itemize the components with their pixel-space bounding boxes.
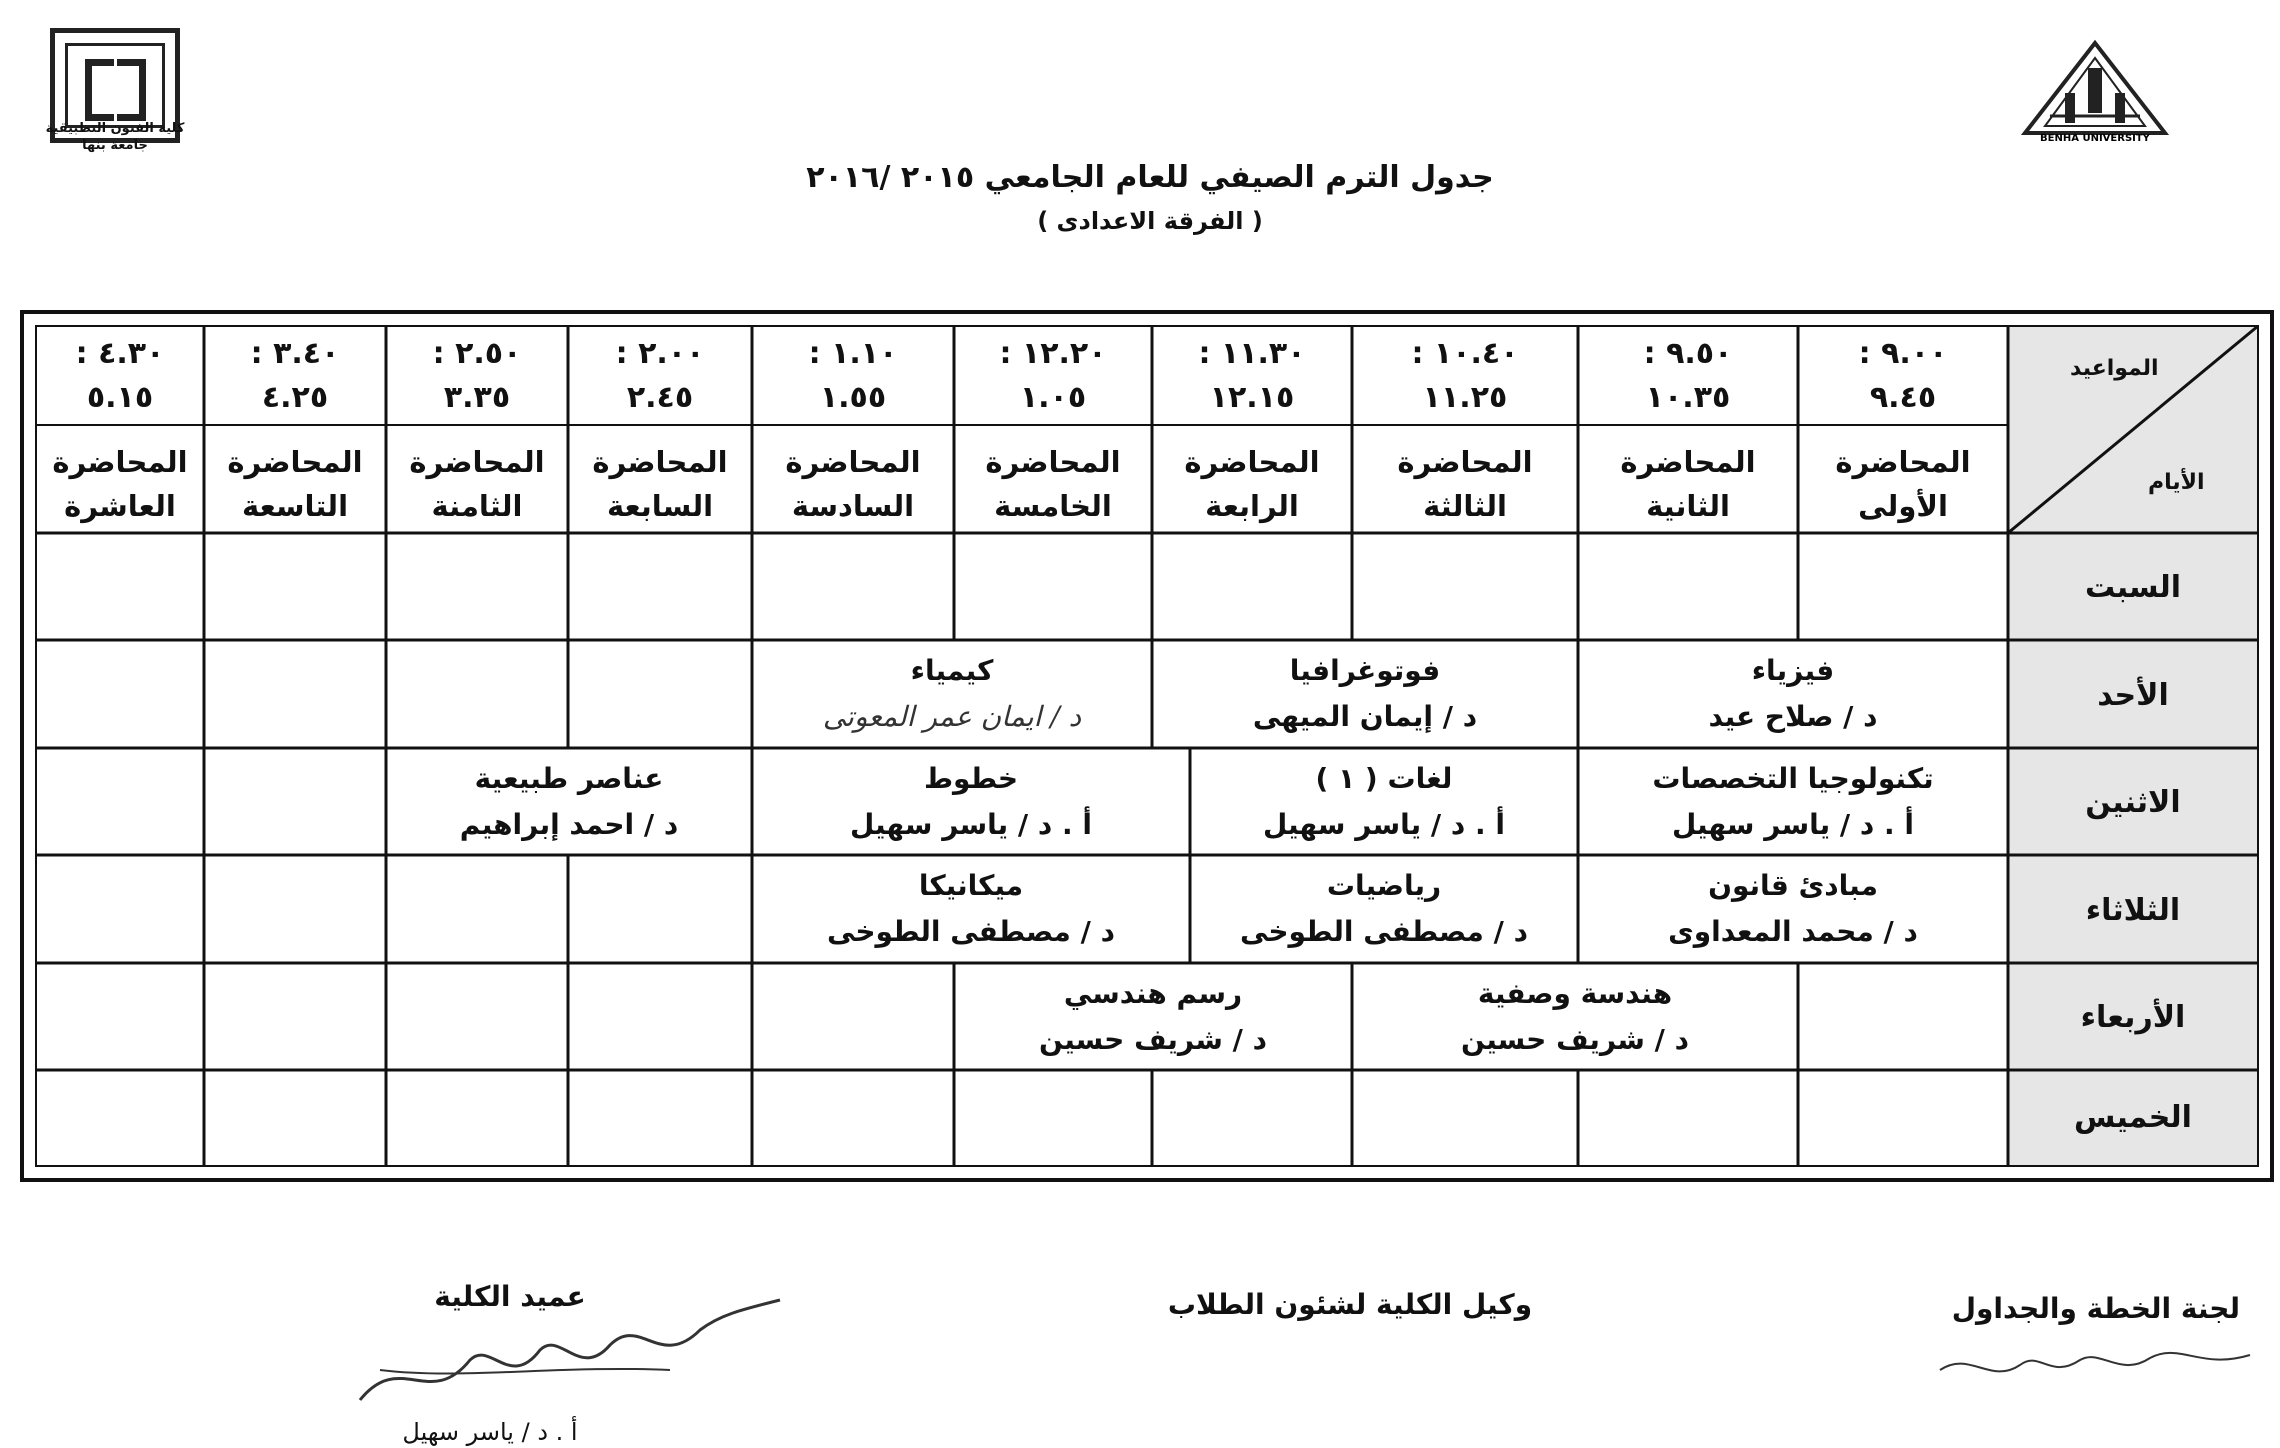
- entry-teacher: أ . د / ياسر سهيل: [1263, 808, 1505, 841]
- slot-ordinal: الثانية: [1646, 489, 1730, 523]
- entry-teacher: د / شريف حسين: [1039, 1023, 1267, 1056]
- committee-signature: [1930, 1330, 2260, 1400]
- slot-time-end: ١٢.١٥: [1209, 380, 1295, 415]
- slot-time-end: ٥.١٥: [86, 380, 154, 415]
- slot-label: المحاضرة: [1184, 445, 1320, 479]
- slot-time-end: ٤.٢٥: [261, 380, 329, 415]
- slot-time-end: ٩.٤٥: [1869, 380, 1937, 415]
- dean-name: أ . د / ياسر سهيل: [402, 1418, 578, 1446]
- slot-time-start: ٢.٠٠ :: [615, 336, 705, 371]
- page-subtitle: ( الفرقة الاعدادى ): [1037, 207, 1263, 235]
- entry-subject: رسم هندسي: [1063, 977, 1243, 1010]
- slot-label: المحاضرة: [1397, 445, 1533, 479]
- entry-tue-mathematics: [1190, 863, 1578, 955]
- entry-teacher: أ . د / ياسر سهيل: [850, 808, 1092, 841]
- day-tuesday: الثلاثاء: [2085, 893, 2181, 928]
- university-name: جامعة بنها: [82, 138, 148, 153]
- entry-subject: عناصر طبيعية: [474, 762, 664, 795]
- entry-sun-physics: [1578, 648, 2008, 740]
- entry-teacher: د / شريف حسين: [1461, 1023, 1689, 1056]
- slot-ordinal: الثامنة: [431, 489, 523, 523]
- slot-time-end: ١٠.٣٥: [1645, 380, 1731, 415]
- slot-ordinal: الثالثة: [1423, 489, 1507, 523]
- slot-ordinal: السادسة: [791, 489, 915, 523]
- day-sunday: الأحد: [2097, 678, 2169, 713]
- entry-tue-mechanics: [752, 863, 1190, 955]
- day-saturday: السبت: [2084, 570, 2182, 605]
- entry-subject: فوتوغرافيا: [1289, 654, 1441, 687]
- slot-time-start: ٤.٣٠ :: [75, 336, 165, 371]
- entry-subject: مبادئ قانون: [1708, 869, 1878, 902]
- slot-time-start: ٩.٠٠ :: [1858, 336, 1948, 371]
- slot-time-start: ١١.٣٠ :: [1198, 336, 1306, 371]
- entry-mon-calligraphy: [752, 756, 1190, 848]
- slot-time-end: ١١.٢٥: [1422, 380, 1508, 415]
- slot-time-end: ٢.٤٥: [626, 380, 694, 415]
- entry-mon-specializations-technology: [1578, 756, 2008, 848]
- entry-subject: فيزياء: [1751, 654, 1835, 687]
- entry-subject: رياضيات: [1326, 869, 1442, 902]
- slot-ordinal: التاسعة: [241, 489, 349, 523]
- signature-committee: لجنة الخطة والجداول: [1951, 1292, 2240, 1325]
- slot-ordinal: الخامسة: [994, 489, 1112, 523]
- corner-label-days: الأيام: [2148, 470, 2205, 495]
- entry-teacher: د / إيمان الميهى: [1252, 700, 1478, 733]
- entry-teacher: د / احمد إبراهيم: [459, 808, 679, 841]
- entry-teacher: د / محمد المعداوى: [1668, 915, 1918, 948]
- slot-time-start: ٢.٥٠ :: [432, 336, 522, 371]
- day-monday: الاثنين: [2085, 785, 2181, 820]
- slot-time-start: ٣.٤٠ :: [250, 336, 340, 371]
- entry-teacher: د / مصطفى الطوخى: [1240, 915, 1528, 948]
- entry-subject: ميكانيكا: [918, 869, 1024, 902]
- faculty-name: كلية الفنون التطبيقية: [45, 121, 185, 136]
- entry-sun-photography: [1152, 648, 1578, 740]
- dean-signature: [340, 1290, 790, 1430]
- entry-tue-law-principles: [1578, 863, 2008, 955]
- entry-subject: هندسة وصفية: [1477, 977, 1673, 1010]
- slot-time-start: ١٠.٤٠ :: [1411, 336, 1519, 371]
- entry-sun-chemistry: [752, 648, 1152, 740]
- slot-time-end: ٣.٣٥: [443, 380, 511, 415]
- entry-subject: خطوط: [923, 762, 1019, 795]
- signature-vice-dean: وكيل الكلية لشئون الطلاب: [1167, 1288, 1533, 1321]
- signature-dean: عميد الكلية: [434, 1280, 586, 1313]
- entry-teacher-handwritten: د / ايمان عمر المعوتى: [822, 700, 1082, 733]
- slot-ordinal: السابعة: [606, 489, 714, 523]
- slot-time-end: ١.٠٥: [1019, 380, 1087, 415]
- benha-university-logo-text: BENHA UNIVERSITY: [2040, 133, 2150, 143]
- slot-label: المحاضرة: [1835, 445, 1971, 479]
- page-title: جدول الترم الصيفي للعام الجامعي ٢٠١٥ /٢٠١٦: [806, 160, 1494, 195]
- entry-teacher: د / مصطفى الطوخى: [827, 915, 1115, 948]
- entry-teacher: أ . د / ياسر سهيل: [1672, 808, 1914, 841]
- slot-ordinal: العاشرة: [64, 489, 176, 523]
- corner-label-times: المواعيد: [2070, 356, 2159, 381]
- slot-ordinal: الأولى: [1858, 489, 1948, 523]
- slot-label: المحاضرة: [592, 445, 728, 479]
- entry-wed-engineering-drawing: [954, 971, 1352, 1063]
- entry-subject: كيمياء: [910, 654, 994, 687]
- slot-ordinal: الرابعة: [1205, 489, 1299, 523]
- entry-subject: لغات ( ١ ): [1315, 762, 1453, 795]
- slot-label: المحاضرة: [409, 445, 545, 479]
- entry-subject: تكنولوجيا التخصصات: [1652, 762, 1934, 795]
- slot-time-start: ١٢.٢٠ :: [999, 336, 1107, 371]
- entry-mon-natural-elements: [386, 756, 752, 848]
- slot-label: المحاضرة: [985, 445, 1121, 479]
- slot-time-start: ١.١٠ :: [808, 336, 898, 371]
- slot-time-start: ٩.٥٠ :: [1643, 336, 1733, 371]
- entry-teacher: د / صلاح عيد: [1708, 700, 1878, 733]
- entry-wed-descriptive-geometry: [1352, 971, 1798, 1063]
- slot-label: المحاضرة: [227, 445, 363, 479]
- day-thursday: الخميس: [2074, 1100, 2192, 1135]
- slot-label: المحاضرة: [1620, 445, 1756, 479]
- entry-mon-languages: [1190, 756, 1578, 848]
- slot-label: المحاضرة: [52, 445, 188, 479]
- slot-label: المحاضرة: [785, 445, 921, 479]
- slot-time-end: ١.٥٥: [819, 380, 887, 415]
- day-wednesday: الأربعاء: [2080, 1000, 2186, 1035]
